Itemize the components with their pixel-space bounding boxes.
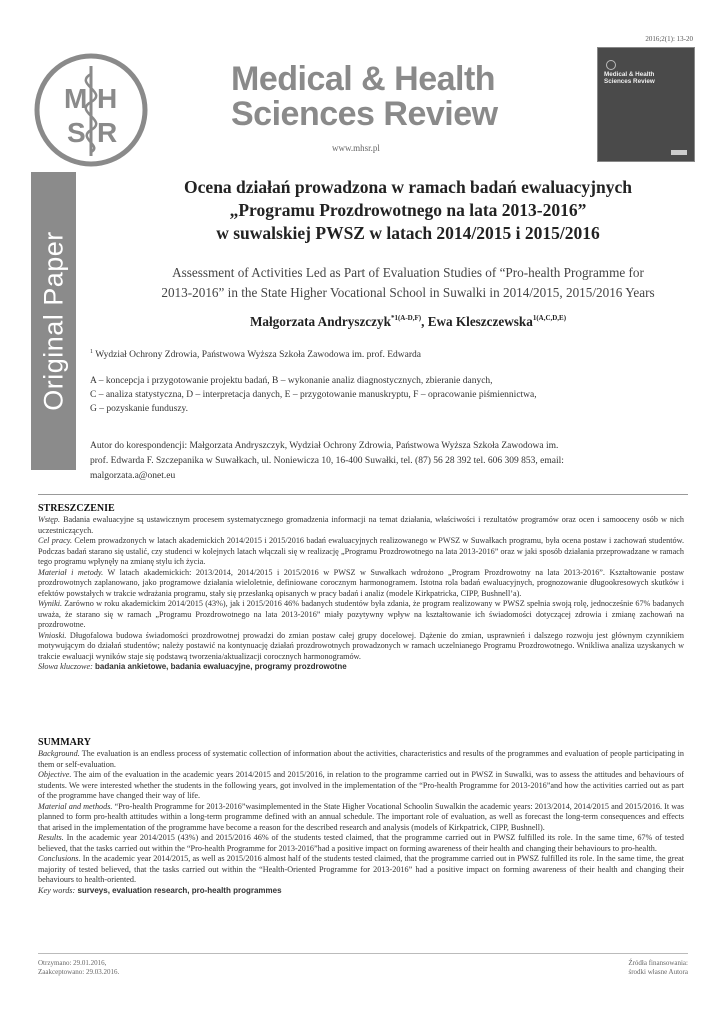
abstract-label: Wnioski.: [38, 630, 67, 640]
title-english-line1: Assessment of Activities Led as Part of Evaluation Studies of “Pro-health Programme for: [172, 265, 644, 280]
correspondence-line: prof. Edwarda F. Szczepanika w Suwałkach, ul. Noniewicza 10, 16-400 Suwałki, tel. (87) 56 28 392 tel. 606 309 853, email:: [90, 456, 564, 466]
abstract-english-heading: SUMMARY: [38, 737, 91, 748]
abstract-paragraph: [38, 568, 684, 600]
keywords-paragraph: [38, 662, 684, 673]
article-type-banner: [31, 172, 76, 470]
abstract-paragraph: [38, 515, 684, 536]
abstract-paragraph: [38, 631, 684, 663]
abstract-paragraph: [38, 802, 684, 834]
funding-info: [628, 959, 688, 977]
abstract-text: Badania ewaluacyjne są ustawicznym procesem systematycznego gromadzenia informacji na temat działania, właściwości i rezultatów programów oraz ocen i samooceny osób w nich uczestniczących.: [38, 515, 684, 535]
footer-divider: [38, 953, 688, 954]
abstract-polish-heading: STRESZCZENIE: [38, 503, 115, 514]
abstract-label: Material and methods.: [38, 801, 113, 811]
journal-title-line2: Sciences Review: [231, 95, 498, 133]
abstract-text: In the academic year 2014/2015 (43%) and 2015/2016 46% of the students tested claimed, that the programme carried out in PWSZ fulfilled its role. In the same time, 67% of tested believed, that the tasks carried out within the “Pro-health Programme for 2013-2016”had a positive impact on forming awareness of their health and changing their behaviours to pro-health.: [38, 833, 684, 853]
author-contribution: 1(A,C,D,E): [532, 314, 567, 322]
abstract-text: Celem prowadzonych w latach akademickich 2014/2015 i 2015/2016 badań ewaluacyjnych realizowanego w PWSZ w Suwałkach programu, była ocena postaw i zachowań studentów. Podczas badań starano się ustalić, czy studenci w kolejnych latach włączali się w realizację „Programu Prozdrowotnego na lata 2013-2016” oraz w jaki sposób działania przeprowadzane w ramach tego programu wpłynęły na zmianę stylu ich życia.: [38, 536, 684, 566]
cover-logo-icon: [606, 60, 616, 70]
abstract-label: Conclusions.: [38, 854, 81, 863]
author-name: Małgorzata Andryszczyk: [249, 314, 391, 329]
affiliation-text: Wydział Ochrony Zdrowia, Państwowa Wyższa Szkoła Zawodowa im. prof. Edwarda: [93, 350, 422, 360]
cover-publisher-mark: [671, 150, 687, 155]
abstract-english: [38, 736, 684, 896]
journal-cover-thumbnail: [597, 47, 695, 162]
correspondence-info: [90, 439, 702, 484]
abstract-paragraph: [38, 770, 684, 802]
title-polish-line1: Ocena działań prowadzona w ramach badań ewaluacyjnych: [184, 177, 632, 197]
abstract-polish: [38, 502, 684, 673]
article-type-label: Original Paper: [38, 231, 68, 411]
abstract-label: Cel pracy.: [38, 536, 73, 545]
abstract-paragraph: [38, 749, 684, 770]
contribution-legend-line: A – koncepcja i przygotowanie projektu badań, B – wykonanie analiz diagnostycznych, zbieranie danych,: [90, 376, 493, 386]
correspondence-line: Autor do korespondencji: Małgorzata Andryszczyk, Wydział Ochrony Zdrowia, Państwowa Wyższa Szkoła Zawodowa im.: [90, 441, 559, 451]
abstract-paragraph: [38, 599, 684, 631]
contribution-legend-line: C – analiza statystyczna, D – interpretacja danych, E – przygotowanie manuskryptu, F – opracowanie piśmiennictwa,: [90, 390, 537, 400]
abstract-text: The aim of the evaluation in the academic years 2014/2015 and 2015/2016, in relation to the programme carried out in PWSZ in Suwalki, was to assess the attitudes and behaviours of students. We were interested whether the students in the following years, got involved in the implementation of the “Pro-health Programme for 2013-2016”and how the activities carried out as part of the programme have changed their way of life.: [38, 770, 684, 800]
author-contribution: *1(A-D,F): [390, 314, 422, 322]
mhsr-logo: [33, 52, 149, 168]
abstract-label: Wyniki.: [38, 599, 63, 608]
accepted-date: Zaakceptowano: 29.03.2016.: [38, 968, 120, 976]
keywords-label: Słowa kluczowe:: [38, 662, 93, 671]
cover-title-line1: Medical & Health: [604, 71, 655, 78]
affiliation: [90, 349, 421, 360]
title-polish-line3: w suwalskiej PWSZ w latach 2014/2015 i 2015/2016: [216, 223, 600, 243]
section-divider: [38, 494, 688, 495]
funding-value: środki własne Autora: [628, 968, 688, 976]
received-date: Otrzymano: 29.01.2016,: [38, 959, 107, 967]
keywords-label: Key words:: [38, 885, 76, 895]
abstract-paragraph: [38, 833, 684, 854]
author-list: [88, 314, 725, 330]
journal-title-line1: Medical & Health: [231, 60, 496, 98]
abstract-text: Zarówno w roku akademickim 2014/2015 (43%), jak i 2015/2016 46% badanych studentów była zdania, że program realizowany w PWSZ spełnia swoją rolę, jednocześnie 67% badanych uważa, że starano się w ramach „Programu Prozdrowotnego na lata 2013-2016” miały pozytywny wpływ na kształtowanie ich świadomości dotyczącej zdrowia i zmianę zachowań na prozdrowotne.: [38, 599, 684, 629]
author-name: Ewa Kleszczewska: [427, 314, 533, 329]
abstract-text: In the academic year 2014/2015, as well as 2015/2016 almost half of the students tested claimed, that the programme carried out in PWSZ fulfilled its role. In the same time, the great majority of tested believed, that the tasks carried out within the “Health-Oriented Programme for 2013-2016” had a positive impact on forming awareness of their health and changing their behaviours to health-oriented.: [38, 854, 684, 884]
contribution-legend-line: G – pozyskanie funduszy.: [90, 404, 189, 414]
abstract-text: The evaluation is an endless process of systematic collection of information about the activities, characteristics and results of the programmes and evaluation of people participating in them or self-evaluation.: [38, 749, 684, 769]
abstract-label: Background.: [38, 749, 80, 758]
abstract-text: Długofalowa budowa świadomości prozdrowotnej prowadzi do zmian postaw całej grupy docelowej. Dążenie do zmian, usprawnień i dalszego rozwoju jest głównym czynnikiem motywującym do działań studentów; należy postawić na kontynuację działań prozdrowotnych prowadzonych w ramach uczelnianego Programu Prozdrowotnego. Wnikliwa analiza uzyskanych w trakcie ewaluacji wyników staje się podstawą tworzenia/aktualizacji corocznych harmonogramów.: [38, 630, 684, 661]
abstract-paragraph: [38, 854, 684, 886]
abstract-label: Results.: [38, 833, 64, 842]
abstract-label: Objective.: [38, 770, 72, 779]
cover-title-line2: Sciences Review: [604, 78, 655, 85]
citation-info: 2016;2(1): 13-20: [645, 35, 693, 43]
correspondence-email[interactable]: malgorzata.a@onet.eu: [90, 471, 176, 481]
title-polish: [88, 176, 725, 245]
journal-url[interactable]: www.mhsr.pl: [332, 143, 380, 153]
svg-text:R: R: [97, 117, 118, 148]
abstract-text: W latach akademickich: 2013/2014, 2014/2015 i 2015/2016 w PWSZ w Suwałkach wdrożono „Program Prozdrowotny na lata 2013-2016”. Kształtowanie postaw prozdrowotnych zaplanowano, jako programowe działania wieloletnie, definiowane corocznym harmonogramem. Istotna rola badań ewaluacyjnych, prognozowanie długookresowych skutków i efektów powstałych w trakcie wdrażania programu, stały się przesłanką opisanych w pracy badań i analiz (modele Kirkpatricka, CIPP, Bushnell’a).: [38, 567, 684, 598]
keywords-paragraph: [38, 886, 684, 897]
affiliation-marker: 1: [90, 349, 93, 355]
keywords-text: surveys, evaluation research, pro-health programmes: [75, 885, 282, 895]
journal-title: [231, 62, 498, 132]
svg-text:S: S: [67, 117, 86, 148]
abstract-label: Wstęp.: [38, 515, 61, 524]
contribution-legend: [90, 374, 702, 416]
funding-label: Źródła finansowania:: [628, 959, 688, 967]
author-separator: ,: [421, 314, 428, 329]
dates-info: [38, 959, 119, 977]
title-english-line2: 2013-2016” in the State Higher Vocational School in Suwalki in 2014/2015, 2015/2016 Years: [161, 285, 655, 300]
abstract-label: Materiał i metody.: [38, 567, 104, 577]
svg-text:M: M: [64, 83, 88, 114]
cover-title: [604, 71, 655, 85]
abstract-text: “Pro-health Programme for 2013-2016”wasimplemented in the State Higher Vocational Schoolin Suwalkin the academic years: 2013/2014, 2014/2015 and 2015/2016. It was planned to form pro-health attitudes within a long-term programme defined with an annual schedule. The important role of evaluation, as well as forecast the long-term consequences and effects that arised in the implementation of the programme have become a reason for the described research and analysis (models of Kirkpatrick, CIPP, Bushnell).: [38, 801, 684, 832]
title-polish-line2: „Programu Prozdrowotnego na lata 2013-2016”: [229, 200, 587, 220]
title-english: [88, 263, 725, 303]
svg-text:H: H: [97, 83, 118, 114]
abstract-paragraph: [38, 536, 684, 568]
keywords-text: badania ankietowe, badania ewaluacyjne, programy prozdrowotne: [92, 662, 347, 671]
